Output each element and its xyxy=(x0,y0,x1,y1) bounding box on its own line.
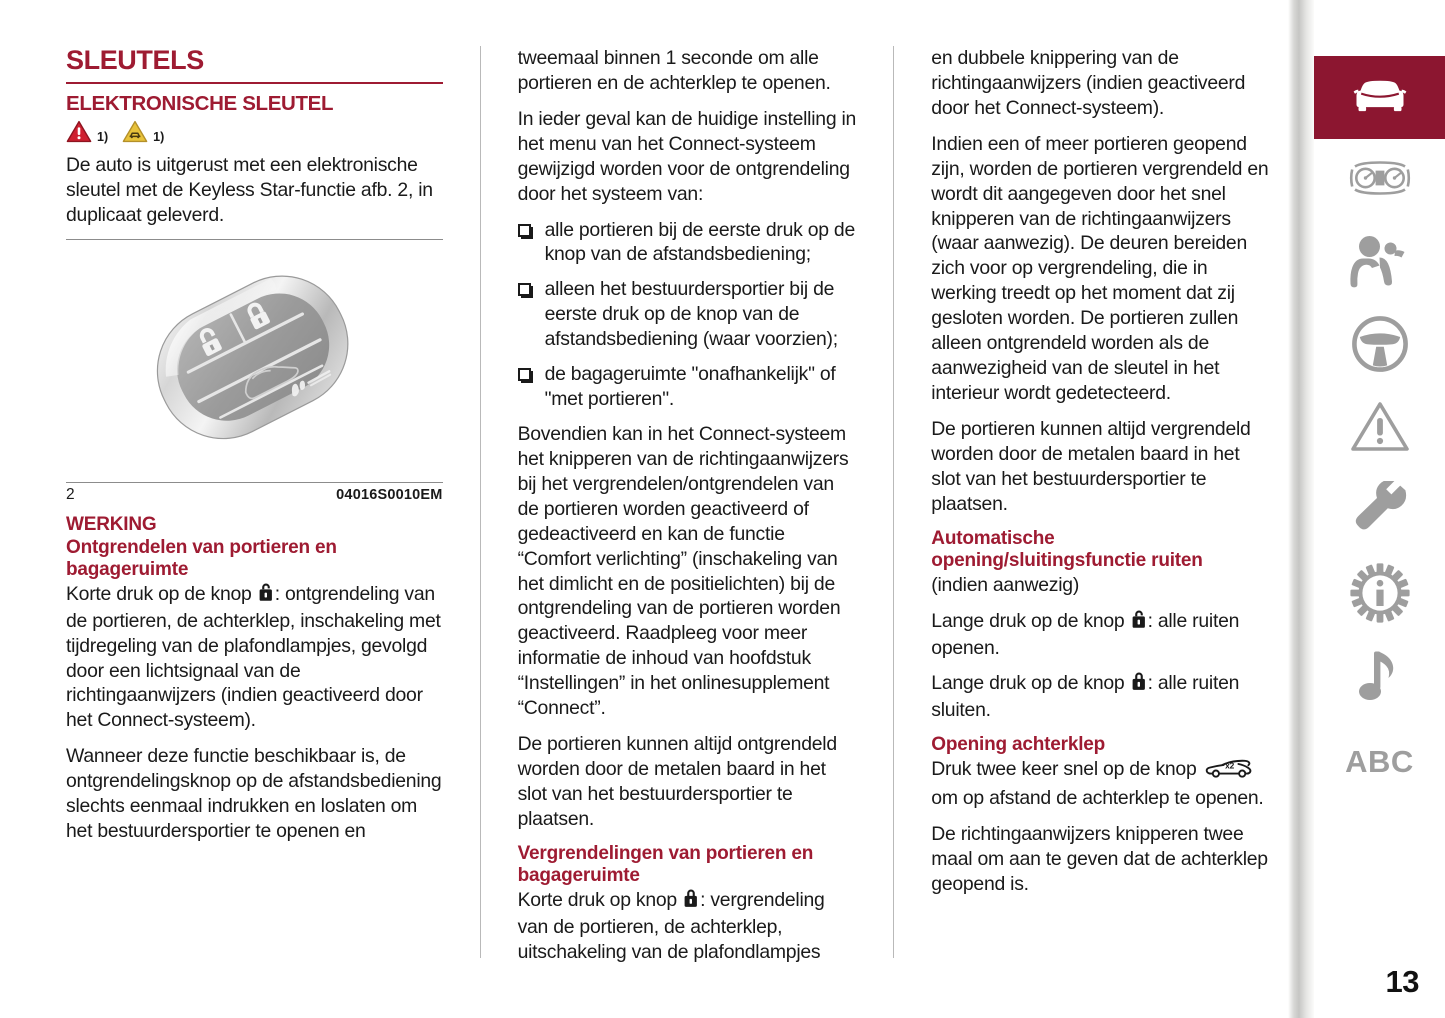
heading-werking: WERKING xyxy=(66,513,157,535)
list-item xyxy=(518,362,857,412)
list-item-text: de bagageruimte "onafhankelijk" of "met portieren". xyxy=(544,363,836,411)
sidebar-item-emergency[interactable] xyxy=(1314,388,1445,471)
danger-triangle-icon xyxy=(66,120,92,148)
text-column-3 xyxy=(893,46,1270,958)
gear-info-icon xyxy=(1350,563,1410,628)
warning-reference-2: 1) xyxy=(153,129,165,144)
wrench-icon xyxy=(1352,481,1408,544)
chapter-tab-sidebar xyxy=(1288,0,1445,1018)
airbag-safety-icon xyxy=(1349,234,1411,293)
sidebar-item-car-overview[interactable] xyxy=(1314,56,1445,139)
text-column-1 xyxy=(66,46,443,958)
list-item-text: alleen het bestuurdersportier bij de eerste druk op de knop van de afstandsbediening (waar voorzien); xyxy=(544,278,838,351)
section-heading-elektronische-sleutel: ELEKTRONISCHE SLEUTEL xyxy=(66,92,334,116)
square-bullet-icon xyxy=(518,368,531,381)
list-item-text: alle portieren bij de eerste druk op de knop van de afstandsbediening; xyxy=(544,218,855,266)
list-item xyxy=(518,218,857,268)
figure-number: 2 xyxy=(66,485,75,503)
c3-paragraph-1: en dubbele knippering van de richtingaanwijzers (indien geactiveerd door het Connect-systeem). xyxy=(931,47,1246,119)
sidebar-item-technical-specifications[interactable] xyxy=(1314,554,1445,637)
warning-reference-row xyxy=(66,121,443,147)
paragraph-windows-close-rest: : alle ruiten sluiten. xyxy=(931,672,1240,722)
list-item xyxy=(518,277,857,352)
paragraph-lock-lead: Korte druk op knop xyxy=(517,888,683,911)
paragraph-lock-rest: : vergrendeling van de portieren, de achterklep, uitschakeling van de plafondlampjes xyxy=(517,888,825,963)
heading-ruiten: Automatische opening/sluitingsfunctie ruiten xyxy=(931,527,1203,571)
paragraph-windows-open-lead: Lange druk op de knop xyxy=(931,609,1130,632)
paragraph-windows-open xyxy=(931,609,1270,661)
c2-paragraph-2: In ieder geval kan de huidige instelling in het menu van het Connect-systeem gewijzigd worden voor de ontgrendeling door het systeem van: xyxy=(517,107,857,205)
car-front-icon xyxy=(1349,74,1411,121)
c3-paragraph-2: Indien een of meer portieren geopend zijn, worden de portieren vergrendeld en wordt dit aangegeven door het snel knipperen van de richtingaanwijzers (waar aanwezig). De deuren bereiden zich voor op vergrendeling, die in werking treedt op het moment dat zij gesloten worden. De portieren zullen alleen ontgrendeld worden als de aanwezigheid van de sleutel in het interieur wordt gedetecteerd. xyxy=(931,132,1269,404)
ruiten-note: (indien aanwezig) xyxy=(931,573,1080,596)
lock-padlock-icon xyxy=(1131,672,1147,698)
trunk-badge-label: x2 xyxy=(1224,760,1234,771)
sidebar-item-multimedia[interactable] xyxy=(1314,637,1445,720)
c2-paragraph-1: tweemaal binnen 1 seconde om alle portieren en de achterklep te openen. xyxy=(517,47,831,94)
paragraph-windows-close xyxy=(931,671,1270,723)
figure-code: 04016S0010EM xyxy=(336,486,443,503)
unlock-padlock-icon xyxy=(258,583,274,609)
page-fold-shadow xyxy=(1288,0,1314,1018)
page-title: SLEUTELS xyxy=(66,45,204,75)
sidebar-item-alphabetical-index[interactable] xyxy=(1314,720,1445,803)
c2-paragraph-3: Bovendien kan in het Connect-systeem het knipperen van de richtingaanwijzers bij het vergrendelen/ontgrendelen van de portieren worden geactiveerd of gedeactiveerd en kan de functie “Comfort verlichting” (inschakeling van het dimlicht en de positielichten) bij de ontgrendeling van de portieren worden geactiveerd. Raadpleeg voor meer informatie de inhoud van hoofdstuk “Instellingen” in het onlinesupplement “Connect”. xyxy=(517,422,849,720)
c3-paragraph-3: De portieren kunnen altijd vergrendeld worden door de metalen baard in het slot van het bestuurdersportier te plaatsen. xyxy=(931,417,1251,515)
instrument-cluster-icon xyxy=(1348,158,1412,203)
heading-vergrendelingen: Vergrendelingen van portieren en bagageruimte xyxy=(517,842,814,886)
paragraph-trunk-lead: Druk twee keer snel op de knop xyxy=(931,758,1202,781)
sidebar-item-safety[interactable] xyxy=(1314,222,1445,305)
music-note-icon xyxy=(1357,647,1403,710)
paragraph-trunk-2: De richtingaanwijzers knipperen twee maal om aan te geven dat de achterklep geopend is. xyxy=(931,823,1268,895)
paragraph-windows-open-rest: : alle ruiten openen. xyxy=(931,609,1240,659)
steering-wheel-icon xyxy=(1351,315,1409,378)
figure-caption xyxy=(66,483,443,504)
paragraph-trunk xyxy=(931,757,1270,811)
warning-triangle-icon xyxy=(1350,400,1410,459)
square-bullet-icon xyxy=(518,224,531,237)
sidebar-item-instrument-panel[interactable] xyxy=(1314,139,1445,222)
paragraph-lock xyxy=(518,888,857,965)
c2-paragraph-4: De portieren kunnen altijd ontgrendeld worden door de metalen baard in het slot van het bestuurdersportier te plaatsen. xyxy=(517,733,837,830)
paragraph-unlock-lead: Korte druk op de knop xyxy=(66,582,257,605)
heading-ontgrendelen: Ontgrendelen van portieren en bagageruimte xyxy=(66,536,337,580)
key-fob-figure xyxy=(66,239,443,483)
vehicle-caution-triangle-icon xyxy=(122,120,148,148)
heading-opening-achterklep: Opening achterklep xyxy=(931,734,1106,756)
alphabetical-index-icon: ABC xyxy=(1345,743,1414,779)
page-number: 13 xyxy=(1385,964,1419,999)
key-fob-image xyxy=(66,240,443,482)
paragraph-unlock xyxy=(66,582,443,734)
square-bullet-icon xyxy=(518,283,531,296)
paragraph-windows-close-lead: Lange druk op de knop xyxy=(931,672,1130,695)
lock-padlock-icon xyxy=(683,889,699,915)
trunk-open-x2-icon xyxy=(1205,757,1255,786)
sidebar-item-starting-and-driving[interactable] xyxy=(1314,305,1445,388)
warning-reference-1: 1) xyxy=(97,129,109,144)
sidebar-item-maintenance[interactable] xyxy=(1314,471,1445,554)
paragraph-trunk-rest: om op afstand de achterklep te openen. xyxy=(931,787,1264,810)
unlock-padlock-icon xyxy=(1131,610,1147,636)
paragraph-unlock-rest: : ontgrendeling van de portieren, de achterklep, inschakeling met tijdregeling van de plafondlampjes, gevolgd door een lichtsignaal van de richtingaanwijzers (indien geactiveerd door het Connect-systeem). xyxy=(66,582,441,732)
intro-paragraph: De auto is uitgerust met een elektronische sleutel met de Keyless Star-functie afb. 2, in duplicaat geleverd. xyxy=(66,153,433,226)
title-underline xyxy=(66,82,443,84)
chapter-tab-list xyxy=(1314,0,1445,1018)
paragraph-unlock-2: Wanneer deze functie beschikbaar is, de ontgrendelingsknop op de afstandsbediening slechts eenmaal indrukken en loslaten om het bestuurdersportier te openen en xyxy=(66,745,442,843)
text-column-2 xyxy=(480,46,857,963)
